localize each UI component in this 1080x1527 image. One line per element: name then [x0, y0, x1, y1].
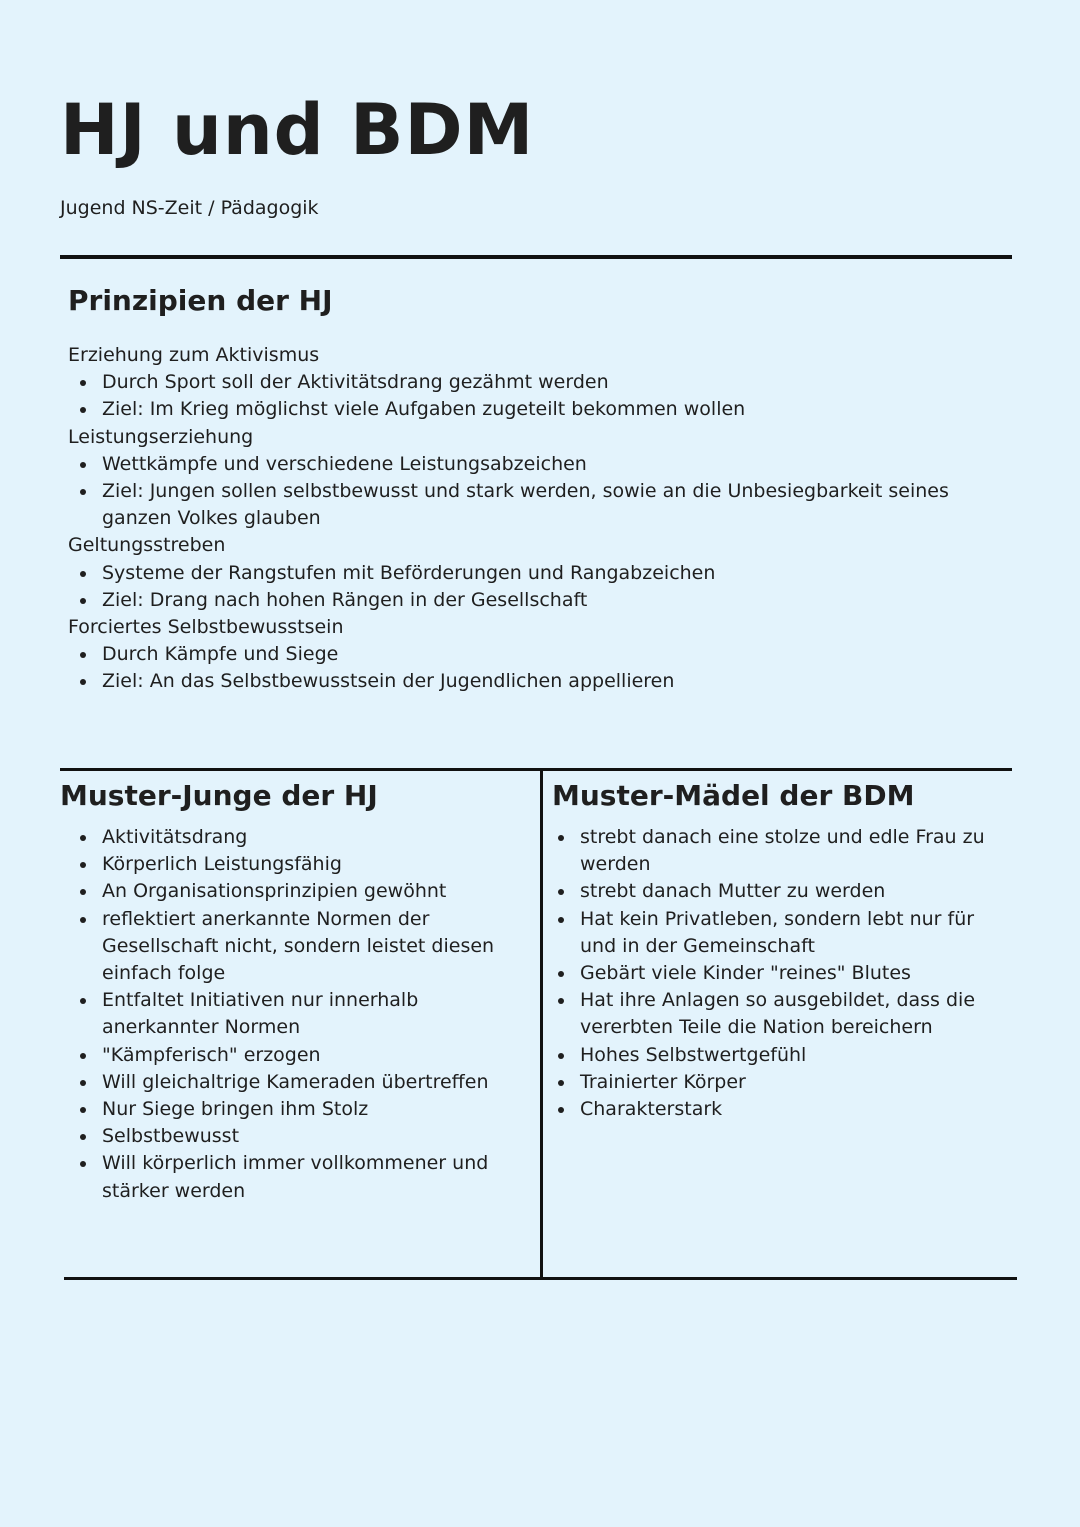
- list-item: reflektiert anerkannte Normen der Gesellschaft nicht, sondern leistet diesen einfach folge: [102, 906, 520, 988]
- principles-list: [68, 342, 1018, 696]
- principle-title: Forciertes Selbstbewusstsein: [68, 616, 344, 639]
- list-item: Gebärt viele Kinder "reines" Blutes: [580, 960, 1006, 987]
- list-item: Nur Siege bringen ihm Stolz: [102, 1096, 520, 1123]
- list-item: Ziel: An das Selbstbewusstsein der Jugendlichen appellieren: [102, 668, 1018, 695]
- list-item: Systeme der Rangstufen mit Beförderungen und Rangabzeichen: [102, 560, 1018, 587]
- list-item: Charakterstark: [580, 1096, 1006, 1123]
- header-divider: [60, 255, 1012, 259]
- list-item: Körperlich Leistungsfähig: [102, 851, 520, 878]
- page-subtitle: Jugend NS-Zeit / Pädagogik: [60, 197, 319, 219]
- column-divider: [540, 768, 543, 1280]
- boy-items: [68, 824, 520, 1205]
- list-item: Ziel: Drang nach hohen Rängen in der Gesellschaft: [102, 587, 1018, 614]
- list-item: Hohes Selbstwertgefühl: [580, 1042, 1006, 1069]
- list-item: Aktivitätsdrang: [102, 824, 520, 851]
- list-item: Durch Kämpfe und Siege: [102, 641, 1018, 668]
- principles-heading: Prinzipien der HJ: [68, 284, 333, 317]
- list-item: Hat kein Privatleben, sondern lebt nur für und in der Gemeinschaft: [580, 906, 1006, 960]
- principle-items: [68, 451, 1018, 533]
- principle-items: [68, 641, 1018, 695]
- list-item: Will körperlich immer vollkommener und stärker werden: [102, 1150, 520, 1204]
- list-item: Hat ihre Anlagen so ausgebildet, dass die vererbten Teile die Nation bereichern: [580, 987, 1006, 1041]
- list-item: Entfaltet Initiativen nur innerhalb anerkannter Normen: [102, 987, 520, 1041]
- principle-items: [68, 560, 1018, 614]
- table-bottom-border: [64, 1277, 1017, 1280]
- list-item: Ziel: Jungen sollen selbstbewusst und stark werden, sowie an die Unbesiegbarkeit seines ganzen Volkes glauben: [102, 478, 1018, 532]
- principle-title: Geltungsstreben: [68, 534, 226, 557]
- list-item: An Organisationsprinzipien gewöhnt: [102, 878, 520, 905]
- girl-items: [546, 824, 1006, 1123]
- list-item: Will gleichaltrige Kameraden übertreffen: [102, 1069, 520, 1096]
- principle-items: [68, 369, 1018, 423]
- principle-title: Erziehung zum Aktivismus: [68, 344, 320, 366]
- boy-heading: Muster-Junge der HJ: [60, 779, 378, 812]
- table-top-border: [60, 768, 1012, 771]
- list-item: Ziel: Im Krieg möglichst viele Aufgaben zugeteilt bekommen wollen: [102, 396, 1018, 423]
- list-item: strebt danach eine stolze und edle Frau zu werden: [580, 824, 1006, 878]
- principle-title: Leistungserziehung: [68, 425, 254, 448]
- list-item: "Kämpferisch" erzogen: [102, 1042, 520, 1069]
- list-item: Trainierter Körper: [580, 1069, 1006, 1096]
- girl-list: [546, 824, 1006, 1123]
- list-item: Durch Sport soll der Aktivitätsdrang gezähmt werden: [102, 369, 1018, 396]
- list-item: Wettkämpfe und verschiedene Leistungsabzeichen: [102, 451, 1018, 478]
- list-item: Selbstbewusst: [102, 1123, 520, 1150]
- list-item: strebt danach Mutter zu werden: [580, 878, 1006, 905]
- girl-heading: Muster-Mädel der BDM: [552, 779, 915, 812]
- page-title: HJ und BDM: [60, 89, 535, 171]
- boy-list: [68, 824, 520, 1205]
